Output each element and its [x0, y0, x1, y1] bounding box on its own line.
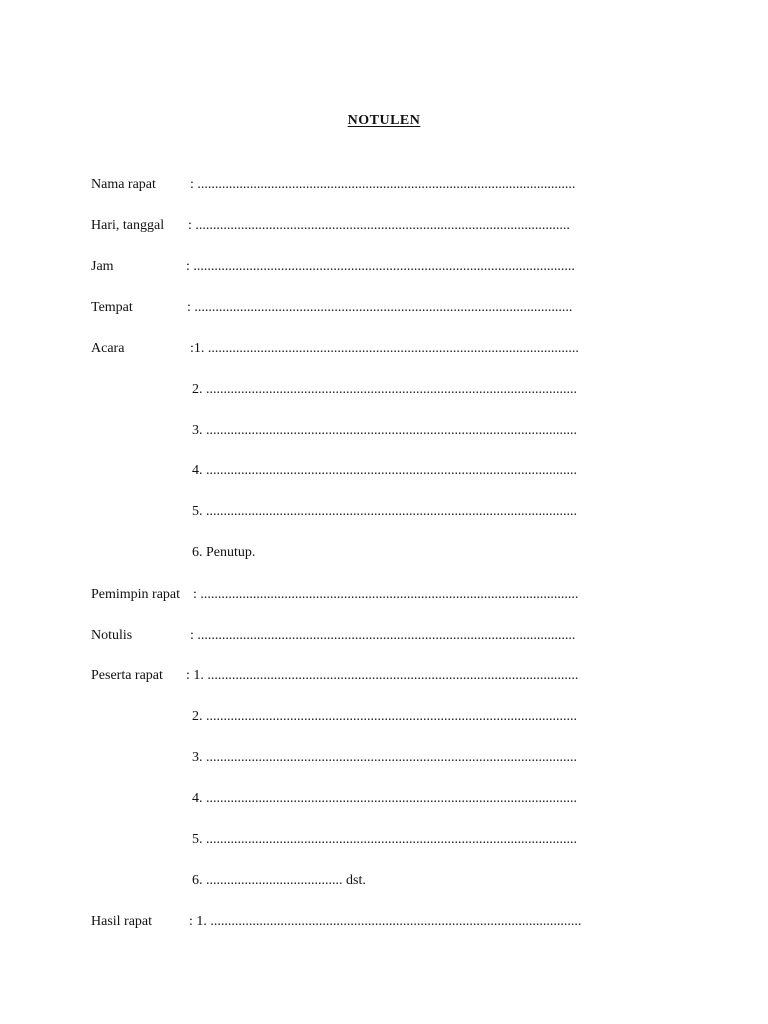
field-value: : ............................................................................................................ — [187, 300, 573, 315]
field-tempat — [0, 298, 768, 318]
field-notulis — [0, 626, 768, 646]
acara-item: 6. Penutup. — [192, 545, 256, 560]
field-acara — [0, 339, 768, 359]
field-pemimpin-rapat — [0, 585, 768, 605]
acara-item: 3. .......................................................................................................... — [192, 423, 577, 438]
field-label: Notulis — [91, 628, 133, 643]
acara-item-row — [0, 461, 768, 481]
field-value: : ............................................................................................................. — [186, 259, 575, 274]
field-value: : 1. .......................................................................................................... — [189, 914, 582, 929]
peserta-item: 4. .......................................................................................................... — [192, 791, 577, 806]
field-label: Tempat — [91, 300, 133, 315]
peserta-item: 2. .......................................................................................................... — [192, 709, 577, 724]
peserta-item-row — [0, 707, 768, 727]
acara-item: :1. .......................................................................................................... — [190, 341, 579, 356]
field-value: : ............................................................................................................ — [190, 177, 576, 192]
field-value: : ........................................................................................................... — [188, 218, 570, 233]
field-label: Pemimpin rapat — [91, 587, 181, 602]
field-label: Nama rapat — [91, 177, 156, 192]
page-title: NOTULEN — [347, 113, 421, 128]
acara-item-row — [0, 543, 768, 563]
field-label: Peserta rapat — [91, 668, 163, 683]
field-hari-tanggal — [0, 216, 768, 236]
field-label: Hari, tanggal — [91, 218, 165, 233]
field-hasil-rapat — [0, 912, 768, 932]
peserta-item: 6. ....................................... dst. — [192, 873, 366, 888]
acara-item: 4. .......................................................................................................... — [192, 463, 577, 478]
field-value: : ............................................................................................................ — [190, 628, 576, 643]
acara-item-row — [0, 421, 768, 441]
peserta-item-row — [0, 748, 768, 768]
peserta-item: 3. .......................................................................................................... — [192, 750, 577, 765]
acara-item-row — [0, 502, 768, 522]
field-label: Jam — [91, 259, 114, 274]
peserta-item: : 1. .......................................................................................................... — [186, 668, 579, 683]
peserta-item-row — [0, 830, 768, 850]
acara-item: 5. .......................................................................................................... — [192, 504, 577, 519]
peserta-item: 5. .......................................................................................................... — [192, 832, 577, 847]
peserta-item-row — [0, 871, 768, 891]
acara-item: 2. .......................................................................................................... — [192, 382, 577, 397]
acara-item-row — [0, 380, 768, 400]
peserta-item-row — [0, 789, 768, 809]
field-value: : ............................................................................................................ — [193, 587, 579, 602]
field-nama-rapat — [0, 175, 768, 195]
field-label: Acara — [91, 341, 125, 356]
field-label: Hasil rapat — [91, 914, 153, 929]
field-peserta-rapat — [0, 666, 768, 686]
field-jam — [0, 257, 768, 277]
